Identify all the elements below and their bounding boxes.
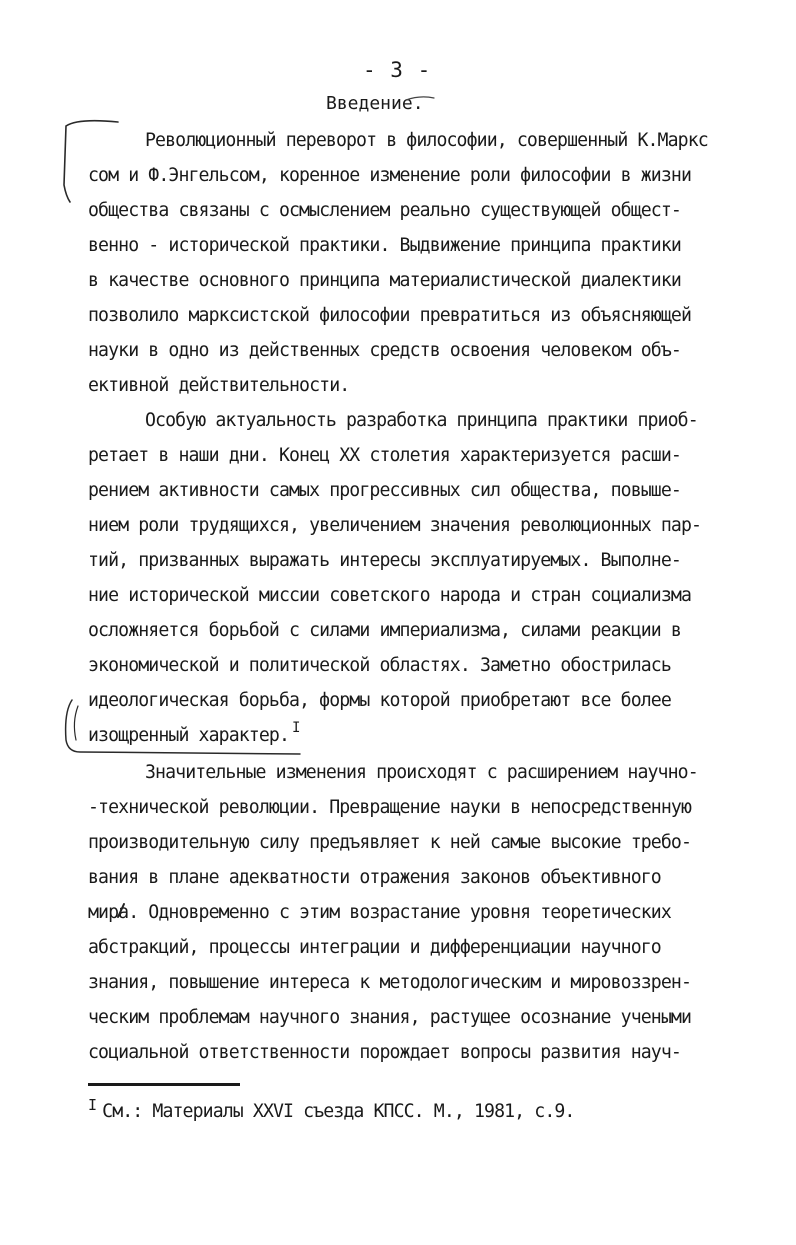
text-line: производительную силу предъявляет к ней самые высокие требо-: [88, 832, 691, 853]
text-line: Революционный переворот в философии, совершенный К.Маркс: [145, 130, 708, 151]
page-number: - 3 -: [363, 58, 432, 82]
text-line: абстракций, процессы интеграции и дифференциации научного: [88, 937, 661, 958]
text-line: -технической революции. Превращение науки в непосредственную: [88, 797, 691, 818]
text-line: знания, повышение интереса к методологическим и мировоззрен-: [88, 972, 691, 993]
footnote-divider: [88, 1083, 240, 1086]
text-line: позволило марксистской философии превратиться из объясняющей: [88, 305, 691, 326]
text-line: венно - исторической практики. Выдвижение принципа практики: [88, 235, 681, 256]
text-line: сом и Ф.Энгельсом, коренное изменение роли философии в жизни: [88, 165, 691, 186]
text-line: общества связаны с осмыслением реально существующей общест-: [88, 200, 681, 221]
margin-bracket-mark: [64, 121, 118, 202]
text-line: вания в плане адекватности отражения законов объективного: [88, 867, 661, 888]
text-line: рением активности самых прогрессивных сил общества, повыше-: [88, 480, 681, 501]
footnote-reference: I: [292, 720, 300, 736]
footnote-text: См.: Материалы XXVI съезда КПСС. М., 1981, с.9.: [102, 1101, 575, 1122]
text-line: мира. Одновременно с этим возрастание уровня теоретических: [88, 902, 671, 923]
text-line: нием роли трудящихся, увеличением значения революционных пар-: [88, 515, 702, 536]
section-heading: Введение.: [326, 93, 424, 114]
text-line: осложняется борьбой с силами империализма, силами реакции в: [88, 620, 681, 641]
margin-bracket-mark: [74, 706, 78, 740]
text-line: ективной действительности.: [88, 375, 350, 396]
text-line: идеологическая борьба, формы которой приобретают все более: [88, 690, 671, 711]
text-line: ние исторической миссии советского народа и стран социализма: [88, 585, 691, 606]
text-line: экономической и политической областях. Заметно обострилась: [88, 655, 671, 676]
text-line: ретает в наши дни. Конец XX столетия характеризуется расши-: [88, 445, 681, 466]
text-line: ческим проблемам научного знания, растущее осознание учеными: [88, 1007, 691, 1028]
text-line-with-footnote-ref: [88, 720, 300, 746]
footnote-marker: I: [88, 1096, 97, 1114]
text-line: Особую актуальность разработка принципа практики приоб-: [145, 410, 698, 431]
text-line: социальной ответственности порождает вопросы развития науч-: [88, 1042, 681, 1063]
text-line: в качестве основного принципа материалистической диалектики: [88, 270, 681, 291]
footnote: [88, 1096, 575, 1122]
text-line: тий, призванных выражать интересы эксплуатируемых. Выполне-: [88, 550, 681, 571]
text-line: изощренный характер.: [88, 725, 289, 746]
text-line: Значительные изменения происходят с расширением научно-: [145, 762, 698, 783]
text-line: науки в одно из действенных средств освоения человеком объ-: [88, 340, 681, 361]
